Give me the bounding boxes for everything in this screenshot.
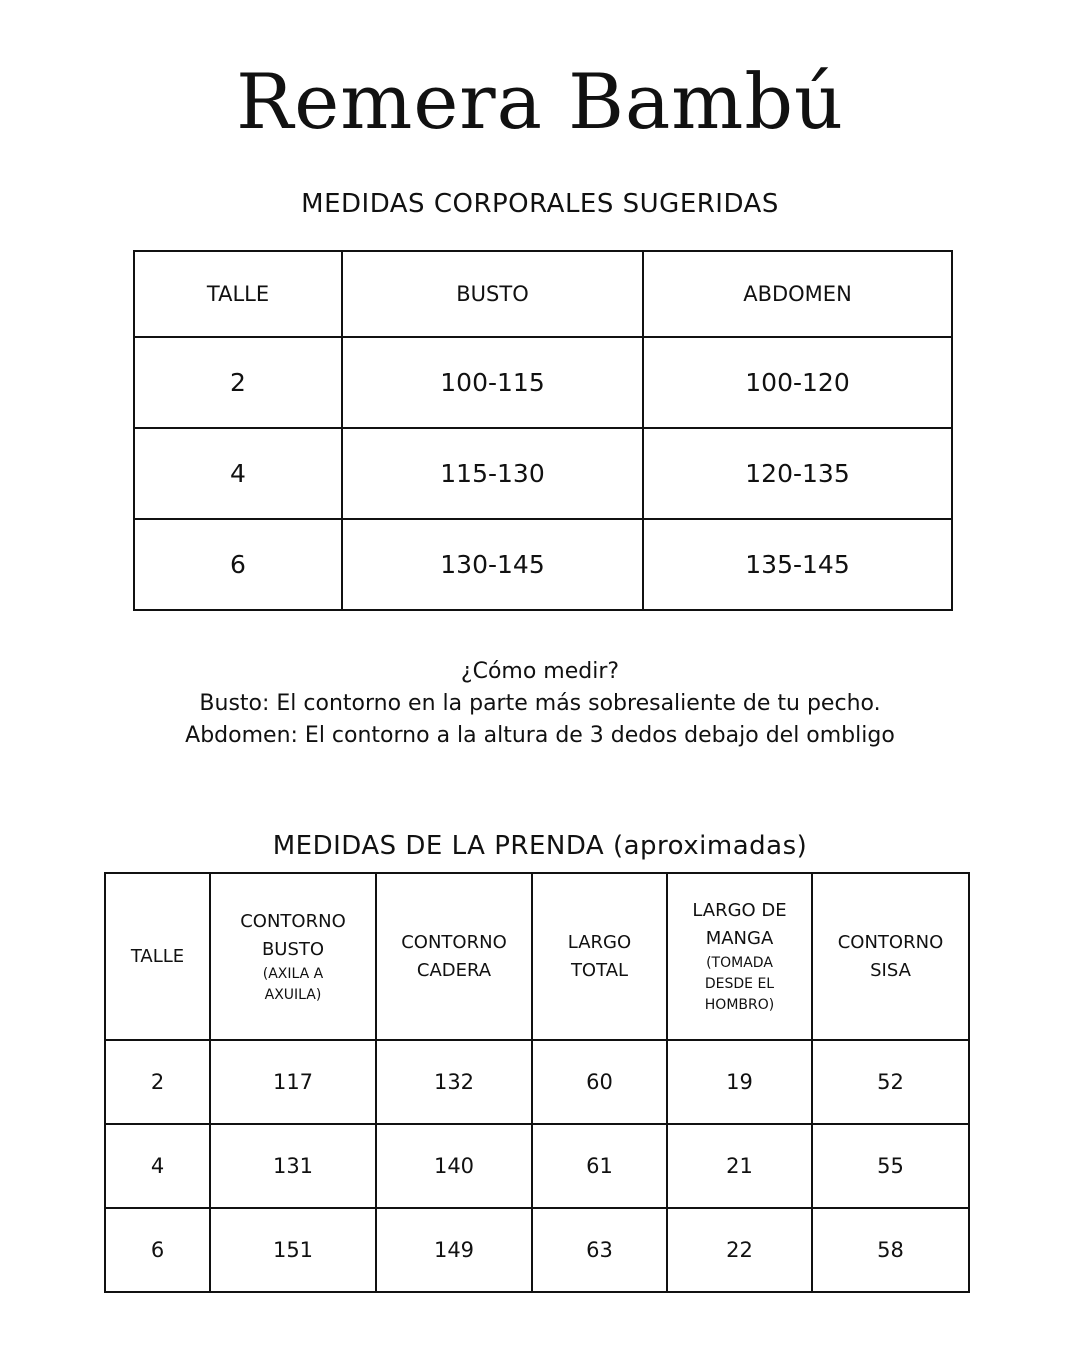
table-cell: 132 [376,1040,532,1124]
table-cell: 61 [532,1124,667,1208]
garment-measurements-table [104,872,970,1293]
table-header-row [105,873,969,1040]
garment-measurements-heading: MEDIDAS DE LA PRENDA (aproximadas) [272,831,808,861]
table-cell: 2 [105,1040,210,1124]
table-cell: 135-145 [643,519,952,610]
how-to-measure-question: ¿Cómo medir? [460,659,620,684]
table-cell: 115-130 [342,428,643,519]
table-cell: 4 [134,428,342,519]
header-largo-de-manga: LARGO DE MANGA (TOMADA DESDE EL HOMBRO) [667,873,812,1040]
table-cell: 52 [812,1040,969,1124]
header-note: (TOMADA DESDE EL HOMBRO) [704,955,775,1013]
header-note: (AXILA A AXUILA) [262,965,324,1003]
header-talle: TALLE [105,873,210,1040]
header-abdomen: ABDOMEN [643,251,952,337]
header-contorno-sisa: CONTORNO SISA [812,873,969,1040]
table-row [105,1040,969,1124]
body-measurements-table [133,250,953,611]
table-cell: 58 [812,1208,969,1292]
table-row [134,519,952,610]
table-cell: 131 [210,1124,376,1208]
table-row [134,337,952,428]
table-cell: 21 [667,1124,812,1208]
header-largo-total: LARGO TOTAL [532,873,667,1040]
table-header-row [134,251,952,337]
table-cell: 151 [210,1208,376,1292]
how-to-measure-abdomen: Abdomen: El contorno a la altura de 3 dedos debajo del ombligo [185,723,895,748]
table-cell: 63 [532,1208,667,1292]
table-cell: 100-120 [643,337,952,428]
table-cell: 120-135 [643,428,952,519]
table-cell: 22 [667,1208,812,1292]
table-cell: 140 [376,1124,532,1208]
table-cell: 149 [376,1208,532,1292]
header-talle: TALLE [134,251,342,337]
header-busto: BUSTO [342,251,643,337]
how-to-measure-bust: Busto: El contorno en la parte más sobresaliente de tu pecho. [199,691,881,716]
table-cell: 55 [812,1124,969,1208]
table-cell: 6 [134,519,342,610]
header-contorno-busto: CONTORNO BUSTO (AXILA A AXUILA) [210,873,376,1040]
page-title: Remera Bambú [236,57,844,146]
table-row [105,1124,969,1208]
table-cell: 100-115 [342,337,643,428]
table-cell: 130-145 [342,519,643,610]
table-cell: 2 [134,337,342,428]
how-to-measure [0,656,1080,752]
table-cell: 4 [105,1124,210,1208]
header-contorno-cadera: CONTORNO CADERA [376,873,532,1040]
table-row [105,1208,969,1292]
table-cell: 60 [532,1040,667,1124]
body-measurements-heading: MEDIDAS CORPORALES SUGERIDAS [301,189,779,219]
table-cell: 19 [667,1040,812,1124]
table-row [134,428,952,519]
table-cell: 117 [210,1040,376,1124]
table-cell: 6 [105,1208,210,1292]
